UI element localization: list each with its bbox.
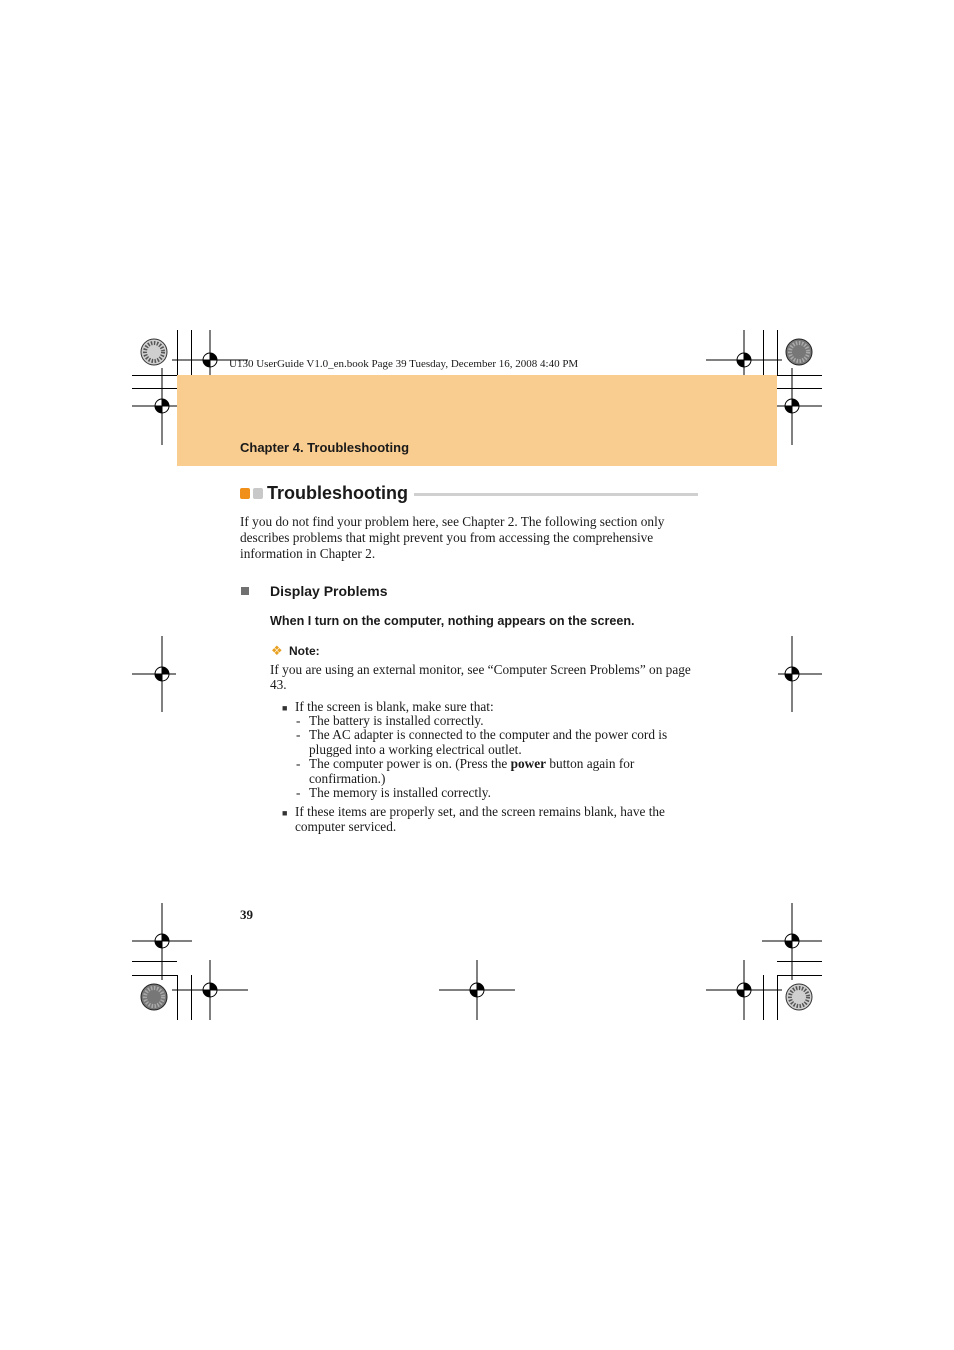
- list-item: The memory is installed correctly.: [309, 785, 491, 800]
- section-title: Troubleshooting: [267, 482, 408, 503]
- list-item: If the screen is blank, make sure that:: [295, 699, 494, 714]
- note-text: If you are using an external monitor, see “Computer Screen Problems” on page 43.: [270, 662, 691, 692]
- dash-icon: -: [296, 785, 301, 800]
- dash-icon: -: [296, 727, 301, 742]
- list-item: The battery is installed correctly.: [309, 713, 484, 728]
- heading-rule: [414, 493, 698, 496]
- power-keyword: power: [510, 756, 547, 771]
- book-meta-line: U130 UserGuide V1.0_en.book Page 39 Tuesday, December 16, 2008 4:40 PM: [229, 358, 579, 370]
- dash-icon: -: [296, 713, 301, 728]
- gray-square-icon: [253, 488, 263, 499]
- page-number: 39: [240, 907, 253, 922]
- intro-paragraph: If you do not find your problem here, see Chapter 2. The following section only describes problems that might prevent you from accessing the comprehensive information in Chapter 2.: [240, 514, 665, 561]
- chapter-title: Chapter 4. Troubleshooting: [240, 440, 410, 455]
- bullet-icon: ■: [282, 703, 288, 713]
- subsection-title: Display Problems: [270, 583, 388, 599]
- dash-icon: -: [296, 756, 301, 771]
- square-bullet-icon: [241, 587, 249, 595]
- list-item: The computer power is on. (Press the power button again for confirmation.): [309, 756, 635, 786]
- bullet-icon: ■: [282, 808, 288, 818]
- problem-question: When I turn on the computer, nothing appears on the screen.: [270, 614, 635, 628]
- section-heading: [240, 481, 698, 505]
- orange-square-icon: [240, 488, 250, 499]
- note-label: Note:: [289, 644, 320, 658]
- list-item: If these items are properly set, and the screen remains blank, have the computer serviced.: [295, 804, 665, 834]
- note-diamond-icon: ❖: [271, 643, 283, 658]
- list-item: The AC adapter is connected to the computer and the power cord is plugged into a working electrical outlet.: [309, 727, 668, 757]
